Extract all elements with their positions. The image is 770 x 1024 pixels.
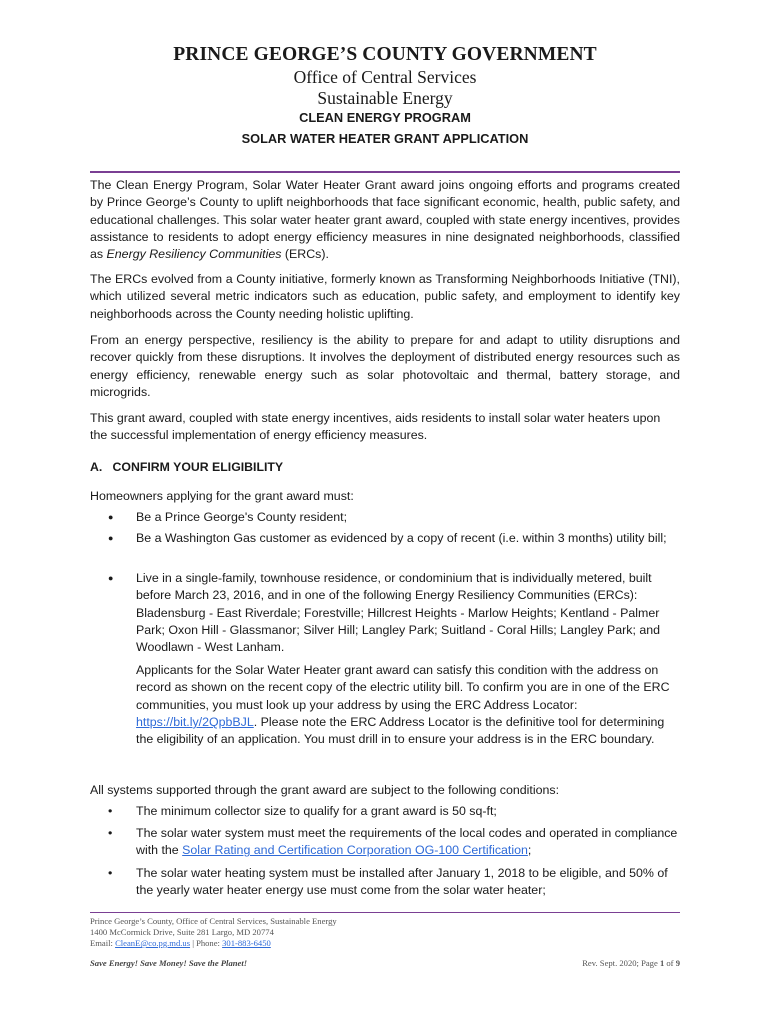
eligibility-note-tail: . Please note the ERC Address Locator is the definitive tool for determining the eligibility of an application. You must drill in to ensure your address is in the ERC boundary. [136,714,665,747]
erc-address-locator-link[interactable]: https://bit.ly/2QpbBJL [136,714,254,729]
intro-p4-text: This grant award, coupled with state energy incentives, aids residents to install solar water heaters upon the successful implementation of energy efficiency measures. [90,411,661,443]
footer-email-link[interactable]: CleanE@co.pg.md.us [115,938,191,948]
eligibility-note-text: Applicants for the Solar Water Heater grant award can satisfy this condition with the address on record as shown on the recent copy of the electric utility bill. To confirm you are in one of the ERC communities, you must look up your address by using the ERC Address Locator: [136,663,670,712]
top-divider [90,171,680,173]
footer-email-label: Email: [90,938,116,948]
bullet-icon: ● [108,533,114,543]
footer-page-number: 1 [659,958,665,968]
intro-paragraph-1 [90,177,680,263]
intro-paragraph-2 [90,271,680,323]
header-division: Sustainable Energy [317,88,453,108]
list-item-text: Be a Prince George's County resident; [136,510,348,524]
section-a-heading: A. CONFIRM YOUR ELIGIBILITY [90,460,284,474]
bullet-icon: ● [108,512,114,522]
footer-org: Prince George’s County, Office of Central Services, Sustainable Energy [90,916,337,926]
header-office: Office of Central Services [293,67,477,87]
intro-p3-text: From an energy perspective, resiliency is the ability to prepare for and adapt to utility disruptions and recover quickly from these disruptions. It involves the deployment of distributed energy resources such as energy efficiency, renewable energy such as solar photovoltaic and thermal, battery storage, and microgrids. [90,333,680,399]
footer-address: 1400 McCormick Drive, Suite 281 Largo, MD 20774 [90,927,274,937]
condition-2-tail: ; [527,843,532,858]
condition-2-text: The solar water system must meet the requirements of the local codes and operated in compliance with the [136,826,678,858]
conditions-lead: All systems supported through the grant award are subject to the following conditions: [90,783,560,797]
bullet-icon: • [108,804,113,818]
footer-divider [90,912,680,913]
footer-phone-link[interactable]: 301-883-6450 [222,938,271,948]
header-county: PRINCE GEORGE’S COUNTY GOVERNMENT [173,44,597,65]
bullet-icon: ● [108,573,114,583]
footer-revision [582,958,680,968]
footer-slogan: Save Energy! Save Money! Save the Planet! [90,958,248,968]
list-item-text: The solar water heating system must be installed after January 1, 2018 to be eligible, and 50% of the yearly water heater energy use must come from the solar water heater; [136,866,668,898]
footer-of-label: of [664,958,676,968]
srcc-og100-link[interactable]: Solar Rating and Certification Corporation OG-100 Certification [182,843,528,858]
section-a-lead: Homeowners applying for the grant award must: [90,489,354,503]
intro-p1-text: The Clean Energy Program, Solar Water Heater Grant award joins ongoing efforts and programs created by Prince George’s County to uplift neighborhoods that face significant economic, health, public safety, and educational challenges. This solar water heater grant award, coupled with state energy incentives, provides assistance to residents to adopt energy efficiency measures in nine designated neighborhoods, classified as [90,178,680,262]
header-application-title: SOLAR WATER HEATER GRANT APPLICATION [241,131,529,146]
intro-p1-tail: (ERCs). [281,247,329,262]
list-item-text: The minimum collector size to qualify for a grant award is 50 sq-ft; [136,804,497,818]
footer-page-total: 9 [675,958,680,968]
bullet-icon: • [108,826,113,840]
list-item-text: Be a Washington Gas customer as evidenced by a copy of recent (i.e. within 3 months) utility bill; [136,531,667,545]
list-item-text [136,825,680,860]
eligibility-note [136,662,676,748]
footer-phone-label: | Phone: [190,938,223,948]
bullet-icon: • [108,866,113,880]
header-program: CLEAN ENERGY PROGRAM [299,110,471,125]
intro-p2-text: The ERCs evolved from a County initiative, formerly known as Transforming Neighborhoods Initiative (TNI), which utilized several metric indicators such as education, public safety, and employment to identify key neighborhoods across the County needing holistic uplifting. [90,272,680,321]
list-item-text: Live in a single-family, townhouse residence, or condominium that is individually metered, built before March 23, 2016, and in one of the following Energy Resiliency Communities (ERCs): Bladensburg - East Riverdale; Forestville; Hillcrest Heights - Marlow Heights; Kentland - Palmer Park; Oxon Hill - Glassmanor; Silver Hill; Langley Park; Suitland - Coral Hills; Langley Park; and Woodlawn - West Lanham. [136,571,661,655]
footer-contact [90,938,271,949]
intro-paragraph-3 [90,332,680,401]
intro-p1-italic: Energy Resiliency Communities [106,247,282,262]
intro-paragraph-4 [90,410,680,445]
footer-rev-prefix: Rev. Sept. 2020; Page [582,958,660,968]
